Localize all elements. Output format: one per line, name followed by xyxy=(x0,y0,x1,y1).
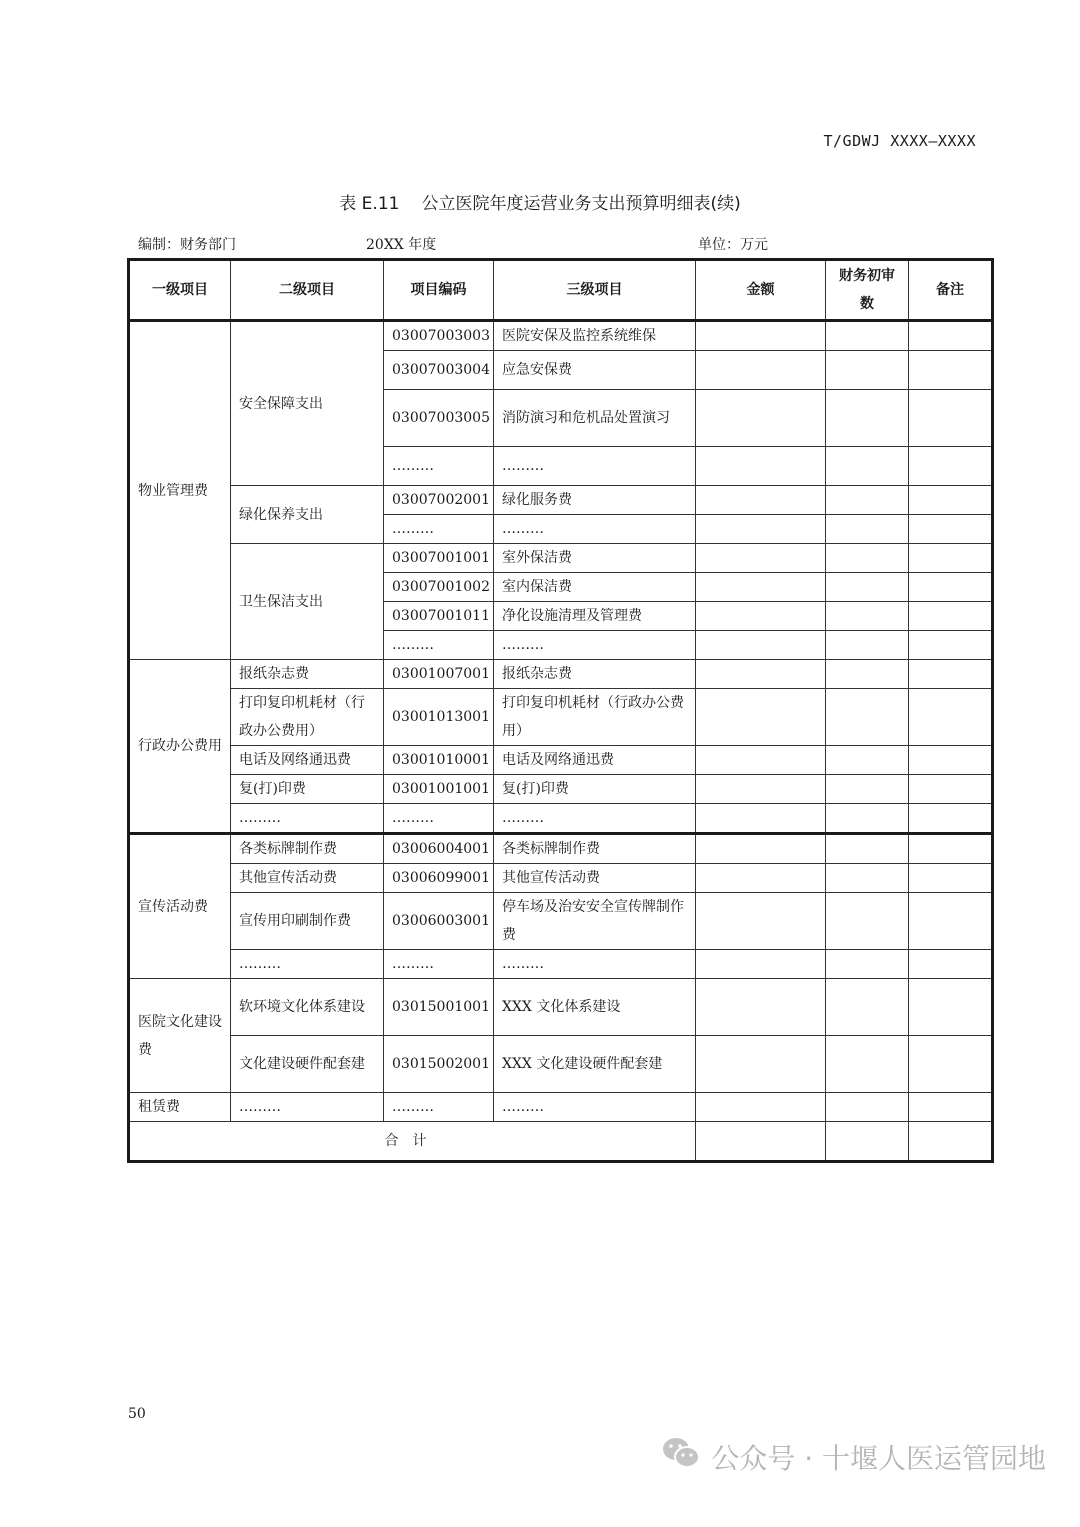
level3-item: 医院安保及监控系统维保 xyxy=(494,321,696,351)
remark-cell[interactable] xyxy=(909,602,993,631)
total-row xyxy=(129,1122,993,1162)
review-cell[interactable] xyxy=(826,1093,909,1122)
item-code: ……… xyxy=(384,447,494,486)
amount-cell[interactable] xyxy=(696,321,826,351)
table-number: 表 E.11 xyxy=(339,194,400,214)
level3-item: 室外保洁费 xyxy=(494,544,696,573)
amount-cell[interactable] xyxy=(696,950,826,979)
remark-cell[interactable] xyxy=(909,1036,993,1093)
remark-cell[interactable] xyxy=(909,544,993,573)
compiler-label: 编制：财务部门 xyxy=(138,237,236,253)
level1-publicity: 宣传活动费 xyxy=(129,834,231,979)
item-code: 03007001011 xyxy=(384,602,494,631)
level3-item: ……… xyxy=(494,804,696,834)
amount-cell[interactable] xyxy=(696,602,826,631)
total-remark-cell[interactable] xyxy=(909,1122,993,1162)
review-cell[interactable] xyxy=(826,447,909,486)
level2-printer: 打印复印机耗材（行政办公费用） xyxy=(231,689,384,746)
page-number: 50 xyxy=(128,1406,146,1422)
table-row xyxy=(129,893,993,950)
review-cell[interactable] xyxy=(826,602,909,631)
wechat-icon xyxy=(661,1436,701,1477)
total-label: 合计 xyxy=(129,1122,696,1162)
level2-publicity-print: 宣传用印刷制作费 xyxy=(231,893,384,950)
item-code: 03001010001 xyxy=(384,746,494,775)
level3-item: 绿化服务费 xyxy=(494,486,696,515)
review-cell[interactable] xyxy=(826,515,909,544)
item-code: ……… xyxy=(384,515,494,544)
item-code: ……… xyxy=(384,631,494,660)
level3-item: XXX 文化体系建设 xyxy=(494,979,696,1036)
budget-table xyxy=(127,258,994,1163)
item-code: ……… xyxy=(384,1093,494,1122)
col-header-level1: 一级项目 xyxy=(129,260,231,321)
table-row xyxy=(129,544,993,573)
level2-ellipsis: ……… xyxy=(231,950,384,979)
table-row xyxy=(129,321,993,351)
review-cell[interactable] xyxy=(826,321,909,351)
table-title-text: 公立医院年度运营业务支出预算明细表(续) xyxy=(421,194,741,214)
table-row xyxy=(129,950,993,979)
remark-cell[interactable] xyxy=(909,660,993,689)
item-code: 03007001001 xyxy=(384,544,494,573)
level3-item: 复(打)印费 xyxy=(494,775,696,804)
table-row xyxy=(129,689,993,746)
review-cell[interactable] xyxy=(826,390,909,447)
remark-cell[interactable] xyxy=(909,689,993,746)
amount-cell[interactable] xyxy=(696,834,826,864)
level3-item: 停车场及治安安全宣传牌制作费 xyxy=(494,893,696,950)
level3-item: ……… xyxy=(494,950,696,979)
remark-cell[interactable] xyxy=(909,804,993,834)
remark-cell[interactable] xyxy=(909,950,993,979)
review-cell[interactable] xyxy=(826,351,909,390)
amount-cell[interactable] xyxy=(696,631,826,660)
item-code: 03001013001 xyxy=(384,689,494,746)
amount-cell[interactable] xyxy=(696,804,826,834)
remark-cell[interactable] xyxy=(909,515,993,544)
remark-cell[interactable] xyxy=(909,864,993,893)
level3-item: 室内保洁费 xyxy=(494,573,696,602)
level3-item: ……… xyxy=(494,515,696,544)
item-code: 03006003001 xyxy=(384,893,494,950)
total-amount-cell[interactable] xyxy=(696,1122,826,1162)
item-code: ……… xyxy=(384,804,494,834)
review-cell[interactable] xyxy=(826,689,909,746)
col-header-remark: 备注 xyxy=(909,260,993,321)
level2-security: 安全保障支出 xyxy=(231,321,384,486)
level1-culture: 医院文化建设费 xyxy=(129,979,231,1093)
remark-cell[interactable] xyxy=(909,979,993,1036)
amount-cell[interactable] xyxy=(696,746,826,775)
table-row xyxy=(129,660,993,689)
level3-item: 净化设施清理及管理费 xyxy=(494,602,696,631)
review-cell[interactable] xyxy=(826,544,909,573)
unit-label: 单位：万元 xyxy=(698,237,768,253)
amount-cell[interactable] xyxy=(696,1093,826,1122)
col-header-amount: 金额 xyxy=(696,260,826,321)
item-code: 03007001002 xyxy=(384,573,494,602)
table-title xyxy=(0,189,1080,214)
level2-soft-environment: 软环境文化体系建设 xyxy=(231,979,384,1036)
level3-item: 消防演习和危机品处置演习 xyxy=(494,390,696,447)
amount-cell[interactable] xyxy=(696,447,826,486)
level3-item: 其他宣传活动费 xyxy=(494,864,696,893)
level2-newspaper: 报纸杂志费 xyxy=(231,660,384,689)
watermark-text: 公众号 · 十堰人医运管园地 xyxy=(711,1441,1046,1475)
amount-cell[interactable] xyxy=(696,689,826,746)
amount-cell[interactable] xyxy=(696,775,826,804)
amount-cell[interactable] xyxy=(696,390,826,447)
table-row xyxy=(129,1093,993,1122)
amount-cell[interactable] xyxy=(696,486,826,515)
item-code: 03007003005 xyxy=(384,390,494,447)
remark-cell[interactable] xyxy=(909,631,993,660)
review-cell[interactable] xyxy=(826,804,909,834)
item-code: 03001001001 xyxy=(384,775,494,804)
col-header-level3: 三级项目 xyxy=(494,260,696,321)
amount-cell[interactable] xyxy=(696,515,826,544)
item-code: 03006004001 xyxy=(384,834,494,864)
level3-item: 电话及网络通迅费 xyxy=(494,746,696,775)
level2-ellipsis: ……… xyxy=(231,804,384,834)
review-cell[interactable] xyxy=(826,864,909,893)
level2-telecom: 电话及网络通迅费 xyxy=(231,746,384,775)
table-row xyxy=(129,746,993,775)
table-row xyxy=(129,834,993,864)
level2-signs: 各类标牌制作费 xyxy=(231,834,384,864)
item-code: 03007003004 xyxy=(384,351,494,390)
review-cell[interactable] xyxy=(826,573,909,602)
review-cell[interactable] xyxy=(826,775,909,804)
amount-cell[interactable] xyxy=(696,544,826,573)
remark-cell[interactable] xyxy=(909,893,993,950)
amount-cell[interactable] xyxy=(696,573,826,602)
review-cell[interactable] xyxy=(826,1036,909,1093)
remark-cell[interactable] xyxy=(909,351,993,390)
standard-code: T/GDWJ XXXX—XXXX xyxy=(823,132,976,150)
review-cell[interactable] xyxy=(826,660,909,689)
level3-item: 报纸杂志费 xyxy=(494,660,696,689)
review-cell[interactable] xyxy=(826,979,909,1036)
level2-other-publicity: 其他宣传活动费 xyxy=(231,864,384,893)
level3-item: ……… xyxy=(494,631,696,660)
remark-cell[interactable] xyxy=(909,746,993,775)
table-row xyxy=(129,486,993,515)
amount-cell[interactable] xyxy=(696,864,826,893)
level3-item: ……… xyxy=(494,1093,696,1122)
col-header-review: 财务初审数 xyxy=(826,260,909,321)
col-header-code: 项目编码 xyxy=(384,260,494,321)
level3-item: 打印复印机耗材（行政办公费用） xyxy=(494,689,696,746)
item-code: ……… xyxy=(384,950,494,979)
review-cell[interactable] xyxy=(826,834,909,864)
amount-cell[interactable] xyxy=(696,979,826,1036)
level3-item: 应急安保费 xyxy=(494,351,696,390)
level2-cleaning: 卫生保洁支出 xyxy=(231,544,384,660)
item-code: 03006099001 xyxy=(384,864,494,893)
review-cell[interactable] xyxy=(826,893,909,950)
review-cell[interactable] xyxy=(826,631,909,660)
remark-cell[interactable] xyxy=(909,486,993,515)
level2-greening: 绿化保养支出 xyxy=(231,486,384,544)
remark-cell[interactable] xyxy=(909,1093,993,1122)
item-code: 03015002001 xyxy=(384,1036,494,1093)
item-code: 03007003003 xyxy=(384,321,494,351)
remark-cell[interactable] xyxy=(909,321,993,351)
level2-ellipsis: ……… xyxy=(231,1093,384,1122)
amount-cell[interactable] xyxy=(696,351,826,390)
table-row xyxy=(129,979,993,1036)
table-header-row xyxy=(129,260,993,321)
level3-item: ……… xyxy=(494,447,696,486)
remark-cell[interactable] xyxy=(909,447,993,486)
amount-cell[interactable] xyxy=(696,1036,826,1093)
table-row xyxy=(129,1036,993,1093)
remark-cell[interactable] xyxy=(909,573,993,602)
item-code: 03001007001 xyxy=(384,660,494,689)
watermark xyxy=(661,1436,1046,1477)
level3-item: 各类标牌制作费 xyxy=(494,834,696,864)
amount-cell[interactable] xyxy=(696,660,826,689)
total-review-cell[interactable] xyxy=(826,1122,909,1162)
table-row xyxy=(129,804,993,834)
level1-admin: 行政办公费用 xyxy=(129,660,231,834)
level2-hardware: 文化建设硬件配套建 xyxy=(231,1036,384,1093)
review-cell[interactable] xyxy=(826,486,909,515)
year-label: 20XX 年度 xyxy=(366,237,437,253)
remark-cell[interactable] xyxy=(909,775,993,804)
remark-cell[interactable] xyxy=(909,834,993,864)
remark-cell[interactable] xyxy=(909,390,993,447)
level3-item: XXX 文化建设硬件配套建 xyxy=(494,1036,696,1093)
review-cell[interactable] xyxy=(826,746,909,775)
amount-cell[interactable] xyxy=(696,893,826,950)
item-code: 03007002001 xyxy=(384,486,494,515)
item-code: 03015001001 xyxy=(384,979,494,1036)
table-row xyxy=(129,775,993,804)
table-row xyxy=(129,864,993,893)
level1-property: 物业管理费 xyxy=(129,321,231,660)
level1-rent: 租赁费 xyxy=(129,1093,231,1122)
review-cell[interactable] xyxy=(826,950,909,979)
level2-copy: 复(打)印费 xyxy=(231,775,384,804)
col-header-level2: 二级项目 xyxy=(231,260,384,321)
